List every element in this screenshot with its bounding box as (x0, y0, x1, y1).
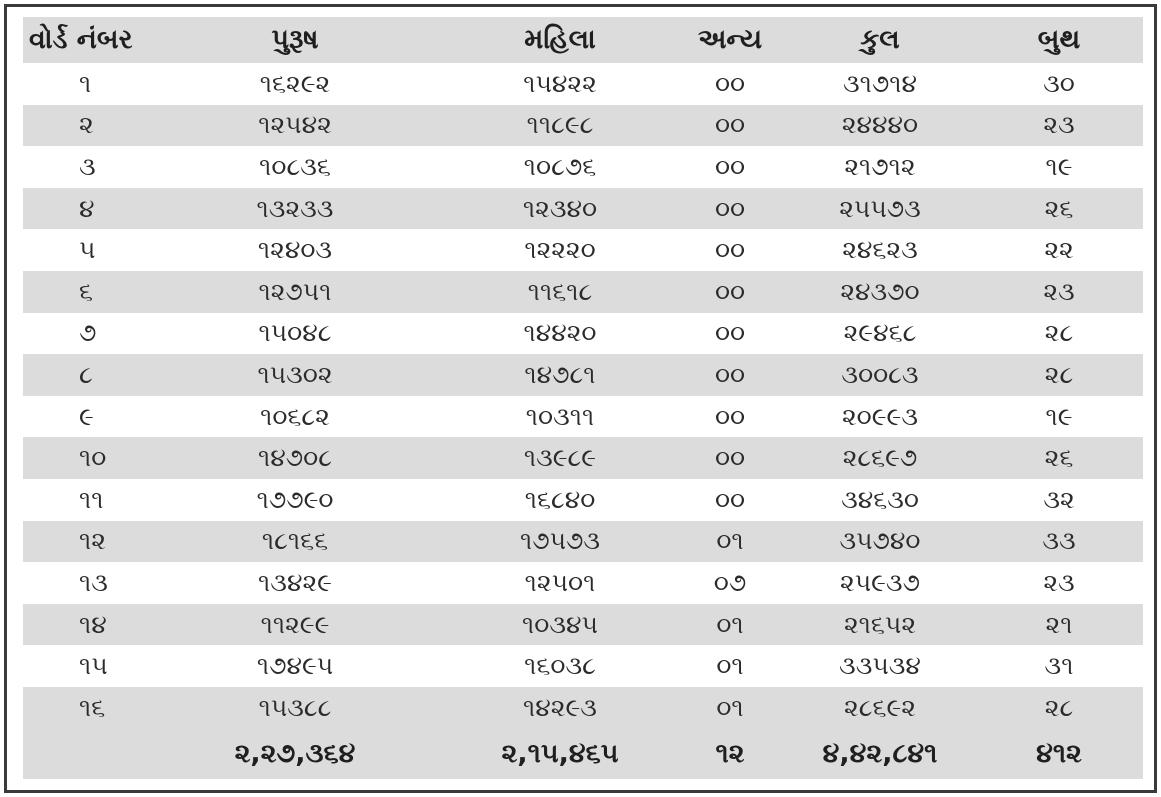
other-cell: ૦૦ (714, 401, 746, 431)
table-row (23, 271, 1143, 313)
male-cell: ૧૪૭૦૮ (258, 443, 332, 473)
other-cell: ૦૦ (714, 193, 746, 223)
total-cell: ૩૪૬૩૦ (841, 484, 919, 514)
total-cell: ૨૮૬૯૭ (842, 443, 918, 473)
table-row (23, 562, 1143, 604)
male-cell: ૧૫૩૦૨ (257, 359, 333, 389)
ward-number-cell: ૫ (79, 235, 96, 265)
table-body (23, 63, 1143, 729)
booth-cell: ૨૩ (1043, 567, 1075, 597)
total-cell: ૨૯૪૬૮ (843, 318, 917, 348)
female-cell: ૧૨૨૨૦ (524, 235, 596, 265)
header-male: પુરૂષ (271, 24, 319, 55)
female-cell: ૧૧૬૧૮ (527, 276, 593, 306)
total-cell: ૨૪૩૭૦ (840, 276, 920, 306)
total-cell: ૨૪૪૪૦ (841, 110, 919, 140)
female-cell: ૧૬૮૪૦ (524, 484, 596, 514)
table-row (23, 146, 1143, 188)
male-cell: ૧૭૪૯૫ (256, 651, 334, 681)
female-cell: ૧૪૪૨૦ (523, 318, 597, 348)
female-cell: ૧૧૮૯૮ (526, 110, 594, 140)
booth-cell: ૨૮ (1044, 318, 1074, 348)
female-cell: ૧૦૮૭૬ (523, 151, 597, 181)
male-cell: ૧૫૩૮૮ (258, 692, 332, 722)
header-total: કુલ (860, 24, 900, 55)
other-cell: ૦૧ (716, 609, 744, 639)
male-cell: ૧૧૨૯૯ (260, 609, 330, 639)
male-cell: ૧૩૪૨૯ (258, 567, 332, 597)
table-row (23, 521, 1143, 563)
table-row (23, 188, 1143, 230)
total-cell: ૩૩૫૩૪ (839, 651, 921, 681)
male-cell: ૧૨૫૪૨ (258, 110, 332, 140)
total-cell: ૩૫૭૪૦ (839, 526, 921, 556)
male-cell: ૧૭૭૯૦ (256, 484, 334, 514)
other-cell: ૦૭ (713, 567, 747, 597)
ward-number-cell: ૧૫ (79, 651, 108, 681)
total-male: ૨,૨૭,૩૬૪ (234, 737, 356, 769)
other-cell: ૦૦ (714, 484, 746, 514)
ward-number-cell: ૩ (79, 151, 96, 181)
total-cell: ૩૦૦૮૩ (841, 359, 919, 389)
booth-cell: ૨૨ (1044, 235, 1074, 265)
total-cell: ૨૧૭૧૨ (844, 151, 916, 181)
booth-cell: ૧૯ (1045, 401, 1073, 431)
female-cell: ૧૦૩૧૧ (525, 401, 595, 431)
booth-cell: ૨૩ (1043, 110, 1075, 140)
male-cell: ૧૩૨૩૩ (256, 193, 334, 223)
male-cell: ૧૨૪૦૩ (257, 235, 333, 265)
table-total-row (23, 729, 1143, 779)
other-cell: ૦૧ (716, 526, 744, 556)
total-other: ૧૨ (715, 737, 745, 769)
table-row (23, 604, 1143, 646)
female-cell: ૧૩૯૮૯ (523, 443, 597, 473)
ward-number-cell: ૧૩ (79, 567, 108, 597)
total-cell: ૨૮૬૯૨ (844, 692, 916, 722)
female-cell: ૧૪૭૮૧ (524, 359, 596, 389)
table-row (23, 437, 1143, 479)
table-row (23, 645, 1143, 687)
total-cell: ૨૫૫૭૩ (839, 193, 921, 223)
other-cell: ૦૦ (714, 151, 746, 181)
header-other: અન્ય (697, 24, 763, 55)
table-row (23, 479, 1143, 521)
booth-cell: ૩૨ (1043, 484, 1075, 514)
total-booth: ૪૧૨ (1036, 737, 1082, 769)
table-row (23, 354, 1143, 396)
male-cell: ૧૨૭૫૧ (258, 276, 332, 306)
table-row (23, 396, 1143, 438)
other-cell: ૦૦ (714, 68, 746, 98)
female-cell: ૧૫૪૨૨ (523, 68, 597, 98)
other-cell: ૦૦ (714, 235, 746, 265)
ward-number-cell: ૮ (79, 359, 93, 389)
header-ward-number: વોર્ડ નંબર (29, 24, 133, 55)
booth-cell: ૩૦ (1043, 68, 1075, 98)
other-cell: ૦૦ (714, 359, 746, 389)
ward-number-cell: ૬ (79, 276, 94, 306)
male-cell: ૧૦૮૩૬ (259, 151, 331, 181)
other-cell: ૦૦ (714, 318, 746, 348)
booth-cell: ૧૯ (1045, 151, 1073, 181)
ward-number-cell: ૨ (79, 110, 94, 140)
booth-cell: ૨૮ (1044, 692, 1074, 722)
table-row (23, 687, 1143, 729)
other-cell: ૦૦ (714, 110, 746, 140)
ward-number-cell: ૧૧ (79, 484, 104, 514)
total-cell: ૨૪૬૨૩ (842, 235, 918, 265)
male-cell: ૧૫૦૪૮ (258, 318, 332, 348)
total-cell: ૨૧૬૫૨ (843, 609, 917, 639)
total-female: ૨,૧૫,૪૬૫ (501, 737, 619, 769)
ward-number-cell: ૭ (79, 318, 97, 348)
female-cell: ૧૨૫૦૧ (524, 567, 596, 597)
female-cell: ૧૭૫૭૩ (519, 526, 601, 556)
ward-number-cell: ૪ (79, 193, 95, 223)
total-cell: ૨૫૯૩૭ (840, 567, 920, 597)
female-cell: ૧૨૩૪૦ (522, 193, 598, 223)
female-cell: ૧૪૨૯૩ (523, 692, 597, 722)
male-cell: ૧૬૨૯૨ (259, 68, 331, 98)
table-frame (4, 4, 1157, 793)
ward-number-cell: ૧૨ (79, 526, 106, 556)
other-cell: ૦૦ (714, 443, 746, 473)
other-cell: ૦૧ (716, 692, 744, 722)
booth-cell: ૨૮ (1044, 359, 1074, 389)
male-cell: ૧૦૬૮૨ (260, 401, 330, 431)
booth-cell: ૨૧ (1045, 609, 1073, 639)
ward-number-cell: ૧૬ (79, 692, 106, 722)
total-total: ૪,૪૨,૮૪૧ (822, 737, 938, 769)
ward-voters-table (23, 17, 1143, 779)
total-cell: ૩૧૭૧૪ (842, 68, 918, 98)
female-cell: ૧૦૩૪૫ (522, 609, 598, 639)
female-cell: ૧૬૦૩૮ (524, 651, 596, 681)
booth-cell: ૨૩ (1043, 276, 1075, 306)
total-cell: ૨૦૯૯૩ (842, 401, 918, 431)
table-row (23, 229, 1143, 271)
table-row (23, 63, 1143, 105)
other-cell: ૦૦ (714, 276, 746, 306)
header-female: મહિલા (524, 24, 596, 55)
booth-cell: ૩૩ (1042, 526, 1076, 556)
table-header-row (23, 17, 1143, 63)
booth-cell: ૩૧ (1044, 651, 1074, 681)
table-row (23, 105, 1143, 147)
ward-number-cell: ૧૦ (79, 443, 107, 473)
ward-number-cell: ૧ (79, 68, 92, 98)
male-cell: ૧૮૧૬૬ (261, 526, 329, 556)
ward-number-cell: ૧૪ (79, 609, 107, 639)
booth-cell: ૨૬ (1044, 443, 1074, 473)
table-row (23, 313, 1143, 355)
other-cell: ૦૧ (716, 651, 744, 681)
booth-cell: ૨૬ (1044, 193, 1074, 223)
ward-number-cell: ૯ (79, 401, 94, 431)
header-booth: બુથ (1037, 24, 1081, 55)
